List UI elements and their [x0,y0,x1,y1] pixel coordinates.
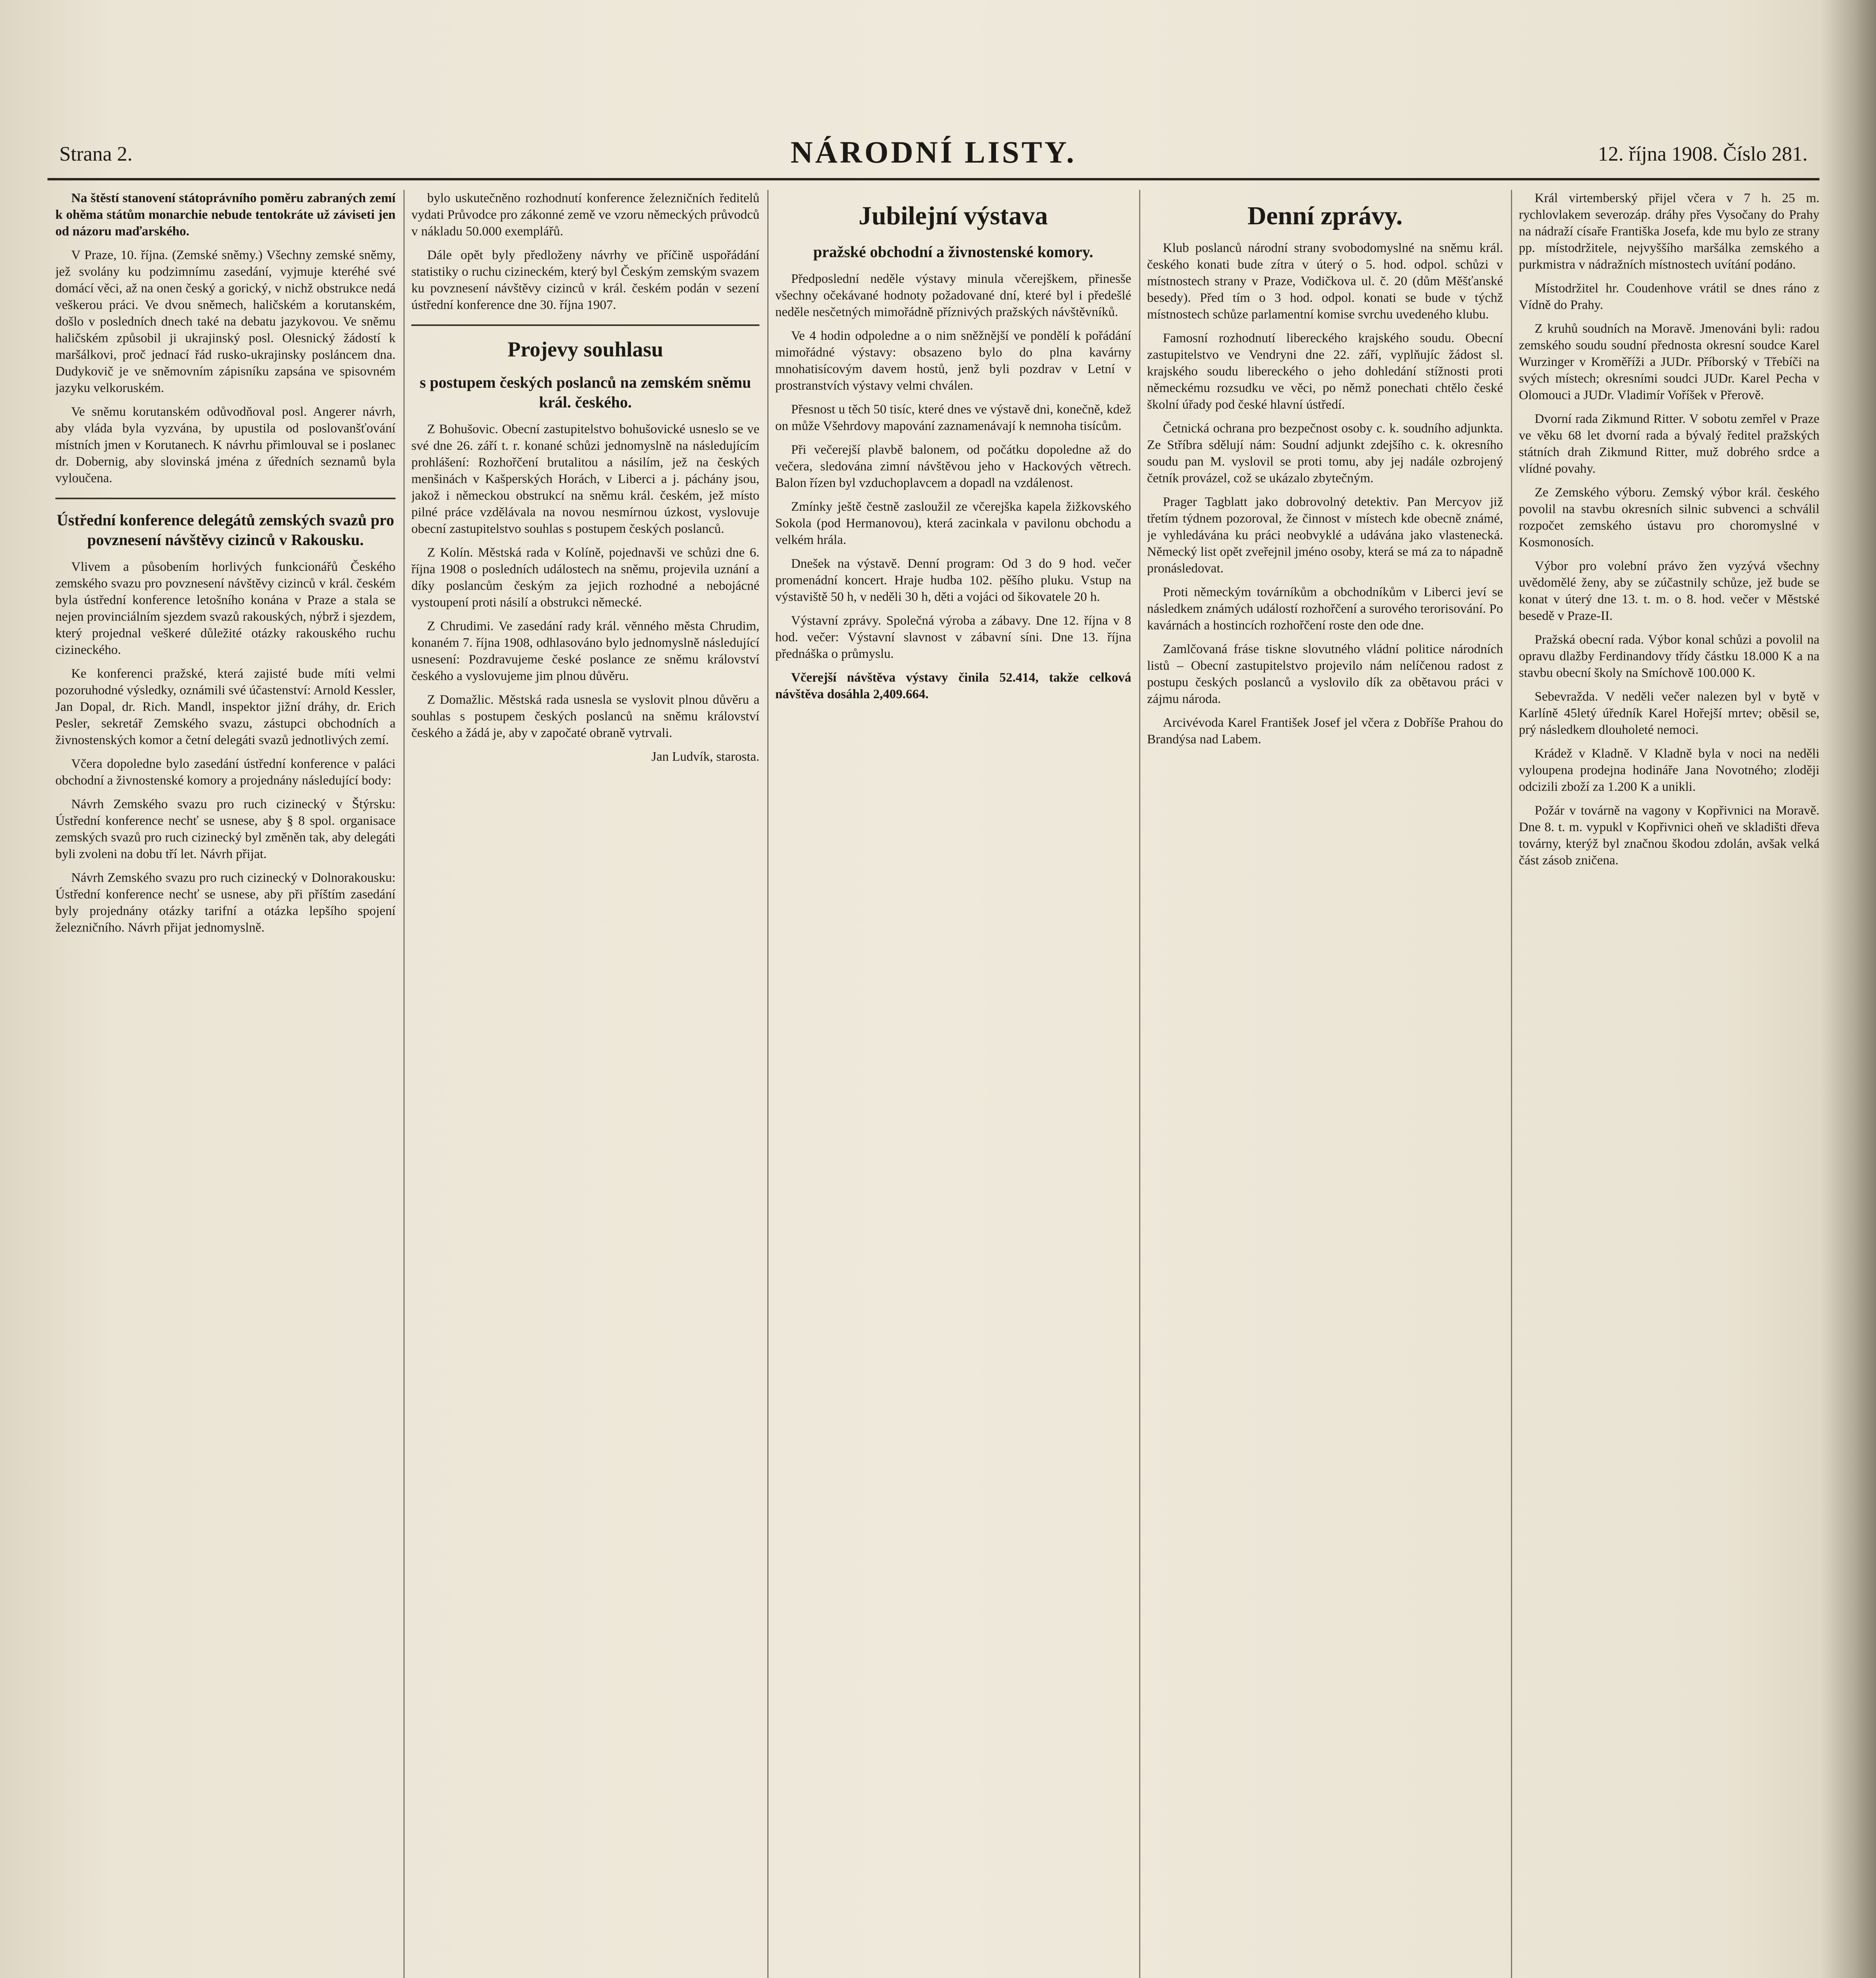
newspaper-title: NÁRODNÍ LISTY. [790,135,1077,169]
article-paragraph: Dvorní rada Zikmund Ritter. V sobotu zemřel v Praze ve věku 68 let dvorní rada a bývalý ředitel pražských státních drah Zikmund Ritter, muž dobrého srdce a vlídné povahy. [1519,412,1819,476]
signature: Jan Ludvík, starosta. [651,750,759,764]
article-paragraph: Požár v továrně na vagony v Kopřivnici na Moravě. Dne 8. t. m. vypukl v Kopřivnici oheň ve skladišti dřeva továrny, kterýž byl značnou škodou zdolán, avšak velká část zásob zničena. [1519,803,1819,868]
column-divider [1139,190,1140,1978]
column-2 [411,190,759,1978]
article-paragraph: Výbor pro volební právo žen vyzývá všechny uvědomělé ženy, aby se zúčastnily schůze, jež bude se konat v úterý dne 13. t. m. o 8. hod. večer v Městské besedě v Praze-II. [1519,559,1819,623]
article-paragraph: Sebevražda. V neděli večer nalezen byl v bytě v Karlíně 45letý úředník Karel Hořejší mrtev; oběsil se, prý následkem dlouholeté nemoci. [1519,690,1819,737]
article-paragraph: Místodržitel hr. Coudenhove vrátil se dnes ráno z Vídně do Prahy. [1519,281,1819,312]
column-5 [1519,190,1819,1978]
article-paragraph: Výstavní zprávy. Společná výroba a zábavy. Dne 12. října v 8 hod. večer: Výstavní slavnost v zábavní síni. Dne 13. října přednáška o průmyslu. [775,614,1131,661]
article-paragraph: Ve sněmu korutanském odůvodňoval posl. Angerer návrh, aby vláda byla vyzvána, by upustila od poslovanšťování místních jmen v Korutanech. K návrhu přimlouval se i poslanec dr. Dobernig, aby slovinská jména z úředních seznamů byla vyloučena. [55,405,396,485]
article-paragraph: Arcivévoda Karel František Josef jel včera z Dobříše Prahou do Brandýsa nad Labem. [1147,716,1503,746]
article-paragraph: Přesnost u těch 50 tisíc, které dnes ve výstavě dni, konečně, kdež on může Všehrdovy mapování zaznamenávají k nemnoha tisícům. [775,402,1131,433]
lead-paragraph: Na štěstí stanovení státoprávního poměru zabraných zemí k ohěma státům monarchie nebude tentokráte už záviseti jen od názoru maďarského. [55,191,396,239]
section-divider [411,324,759,326]
section-heading: Jubilejní výstava [858,201,1048,230]
article-paragraph: V Praze, 10. října. (Zemské sněmy.) Všechny zemské sněmy, jež svolány ku podzimnímu zasedání, vyjmuje kteréhé své domácí věci, až na onen český a gorický, v nichž obstrukce nedá veškerou práci. Ve dvou sněmech, haličském a korutanském, došlo v posledních dnech také na debatu jazykovou. Ve sněmu haličském způsobil ji ukrajinský posl. Olesnický žádostí k maršálkovi, proč jednací řád rusko-ukrajinsky posláncem dna. Dudykovič je ve sněmovním zápisníku zapsána ve spisovném jazyku velkoruském. [55,248,396,395]
article-paragraph: Vlivem a působením horlivých funkcionářů Českého zemského svazu pro povznesení návštěvy cizinců v král. českém byla ústřední konference letošního konána v Praze a stala se nejen provinciálním sjezdem svazů rakouských, nýbrž i sjezdem, který projednal veškeré důležité otázky rakouského ruchu cizineckého. [55,560,396,657]
article-paragraph: Z Bohušovic. Obecní zastupitelstvo bohušovické usneslo se ve své dne 26. září t. r. konané schůzi jednomyslně na následujícím prohlášení: Rozhořčení brutalitou a násilím, jež na českých menšinách v Kašperských Horách, v Liberci a j. páchány jsou, jakož i německou obstrukcí na sněmu král. českém, jež místo pilné práce vzdělávala na novou nesmírnou úzkost, vyslovuje obecní zastupitelstvo souhlas s postupem českých poslanců. [411,422,759,536]
column-3 [775,190,1131,1978]
section-heading: Denní zprávy. [1247,201,1403,230]
article-paragraph: Z Domažlic. Městská rada usnesla se vyslovit plnou důvěru a souhlas s postupem českých poslanců na sněmu království českého a žádá je, aby v započaté obraně vytrvali. [411,693,759,740]
column-divider [403,190,405,1978]
issue-date: 12. října 1908. Číslo 281. [1598,143,1808,165]
article-paragraph: Četnická ochrana pro bezpečnost osoby c. k. soudního adjunkta. Ze Stříbra sdělují nám: Soudní adjunkt zdejšího c. k. okresního soudu pan M. vyslovil se proti tomu, aby jej nadále ozbrojený četník provázel, což se ukázalo zbytečným. [1147,421,1503,485]
article-paragraph: Zmínky ještě čestně zasloužil ze včerejška kapela žižkovského Sokola (pod Hermanovou), která zacinkala v pavilonu obchodu a velkém hrála. [775,500,1131,547]
article-paragraph: Ve 4 hodin odpoledne a o nim sněžnější ve pondělí k pořádání mimořádné výstavy: obsazeno bylo do plna kavárny mnohatisícovým davem hostů, jenž byli pozdrav v Letní v prostranstvích výstavy velmi chválen. [775,329,1131,393]
column-1 [55,190,396,1978]
header-rule [47,178,1819,180]
column-4 [1147,190,1503,1978]
article-paragraph: Návrh Zemského svazu pro ruch cizinecký v Štýrsku: Ústřední konference nechť se usnese, aby § 8 spol. organisace zemských svazů pro ruch cizinecký byl změněn tak, aby delegáti byli zvoleni na dobu tří let. Návrh přijat. [55,797,396,861]
article-paragraph: Z Kolín. Městská rada v Kolíně, pojednavši ve schůzi dne 6. října 1908 o posledních událostech na sněmu, projevila uznání a díky poslancům českým za jejich rozhodné a nebojácné vystoupení proti násilí a obstrukci německé. [411,546,759,610]
article-paragraph: Dnešek na výstavě. Denní program: Od 3 do 9 hod. večer promenádní koncert. Hraje hudba 102. pěšího pluku. Vstup na výstaviště 50 h, v neděli 30 h, děti a vojáci od šikovatele 20 h. [775,557,1131,604]
section-heading: Ústřední konference delegátů zemských svazů pro povznesení návštěvy cizinců v Rakousku. [57,511,394,549]
section-heading: Projevy souhlasu [507,337,663,361]
article-paragraph: Ze Zemského výboru. Zemský výbor král. českého povolil na stavbu okresních silnic subvenci a schválil rozpočet zemského ústavu pro choromyslné v Kosmonosích. [1519,485,1819,549]
article-paragraph: Dále opět byly předloženy návrhy ve příčině uspořádání statistiky o ruchu cizineckém, který byl Českým zemským svazem ku povznesení návštěvy cizinců v král. českém podán v sezení ústřední konference dne 30. října 1907. [411,248,759,312]
masthead [47,131,1819,174]
article-paragraph: Prager Tagblatt jako dobrovolný detektiv. Pan Mercyov již třetím týdnem pozoroval, že činnost v místech kde obecně známé, je vyhledávána ku práci neobvyklé a udávána jako vlastenecká. Německý list opět zveřejnil jméno osoby, která se má za to nápadně pronásledovat. [1147,495,1503,576]
article-paragraph: Zamlčovaná fráse tiskne slovutného vládní politice národních listů – Obecní zastupitelstvo projevilo nám nelíčenou radost z postupu českých poslanců a vyslovilo dík za obětavou práci v zájmu národa. [1147,642,1503,706]
article-paragraph: Návrh Zemského svazu pro ruch cizinecký v Dolnorakousku: Ústřední konference nechť se usnese, aby při příštím zasedání byly projednány otázky tarifní a otázka lepšího spojení železničního. Návrh přijat jednomyslně. [55,871,396,935]
article-paragraph: Ke konferenci pražské, která zajisté bude míti velmi pozoruhodné výsledky, oznámili své účastenství: Arnold Kessler, Jan Dopal, dr. Rich. Mandl, inspektor jižní dráhy, dr. Erich Pesler, sekretář Zemského svazu, zástupci obchodních a živnostenských komor a četní delegáti svazů jednotlivých zemí. [55,667,396,747]
article-paragraph: Král virtemberský přijel včera v 7 h. 25 m. rychlovlakem severozáp. dráhy přes Vysočany do Prahy na nádraží císaře Františka Josefa, kde mu bylo ze strany pp. místodržitele, nejvyššího maršálka zemského a purkmistra v nádražních místnostech uvítání podáno. [1519,191,1819,272]
section-subheading: s postupem českých poslanců na zemském sněmu král. českého. [420,373,751,411]
column-divider [767,190,769,1978]
binding-shadow [1821,0,1876,1978]
page-number: Strana 2. [59,143,133,165]
section-divider [55,498,396,499]
section-subheading: pražské obchodní a živnostenské komory. [813,243,1093,261]
article-paragraph: Předposlední neděle výstavy minula včerejškem, přinesše všechny očekávané hodnoty požadované dní, které byl i předešlé neděle nesčetných mimořádně příznivých pražských návštěvníků. [775,272,1131,319]
article-paragraph: Z kruhů soudních na Moravě. Jmenováni byli: radou zemského soudu soudní přednosta okresní soudce Karel Wurzinger v Kroměříži a JUDr. Příborský v Třebíči na svých místech; okresními soudci JUDr. Karel Pecha v Olomouci a JUDr. Vladimír Voříšek v Přerově. [1519,322,1819,402]
article-paragraph: Z Chrudimi. Ve zasedání rady král. věnného města Chrudim, konaném 7. října 1908, odhlasováno bylo jednomyslně následující usnesení: Pozdravujeme české poslance ze sněmu království českého a vyslovujeme jim plnou důvěru. [411,619,759,683]
article-paragraph: Při večerejší plavbě balonem, od počátku dopoledne až do večera, sledována zimní návštěvou jeho v Hackových větrech. Balon řízen byl vzduchoplavcem a dopadl na vzdálenost. [775,443,1131,490]
article-paragraph: Pražská obecní rada. Výbor konal schůzi a povolil na opravu dlažby Ferdinandovy třídy částku 18.000 K a na stavbu obecní školy na Smíchově 100.000 K. [1519,633,1819,680]
article-paragraph: Klub poslanců národní strany svobodomyslné na sněmu král. českého konati bude zítra v úterý o 5. hod. odpol. schůzi v místnostech strany v Praze, Vodičkova ul. č. 20 (dům Měšťanské besedy). Před tím o 3 hod. odpol. konati se bude v týchž místnostech schůze parlamentní komise svrchu uvedeného klubu. [1147,241,1503,322]
article-paragraph: Včera dopoledne bylo zasedání ústřední konference v paláci obchodní a živnostenské komory a projednány následující body: [55,757,396,788]
article-paragraph: Krádež v Kladně. V Kladně byla v noci na neděli vyloupena prodejna hodináře Jana Novotného; zloději odcizili zboží za 1.200 K a unikli. [1519,746,1819,794]
article-paragraph: Proti německým továrníkům a obchodníkům v Liberci jeví se následkem známých událostí rozhořčení a surového terorisování. Po kavárnách a hostincích rozhořčení roste den ode dne. [1147,585,1503,633]
article-paragraph: Famosní rozhodnutí libereckého krajského soudu. Obecní zastupitelstvo ve Vendryni dne 22. září, vyplňujíc žádost sl. krajského soudu libereckého o jeho dohledání stížnosti proti německému rozsudku ve věci, po němž ponechati chtělo české školní úřady pod české hlavní ústředí. [1147,331,1503,412]
column-divider [1511,190,1512,1978]
article-paragraph: bylo uskutečněno rozhodnutí konference železničních ředitelů vydati Průvodce pro zákonné země ve vzoru německých průvodců v nákladu 50.000 exemplářů. [411,191,759,239]
article-paragraph: Včerejší návštěva výstavy činila 52.414, takže celková návštěva dosáhla 2,409.664. [775,671,1131,701]
